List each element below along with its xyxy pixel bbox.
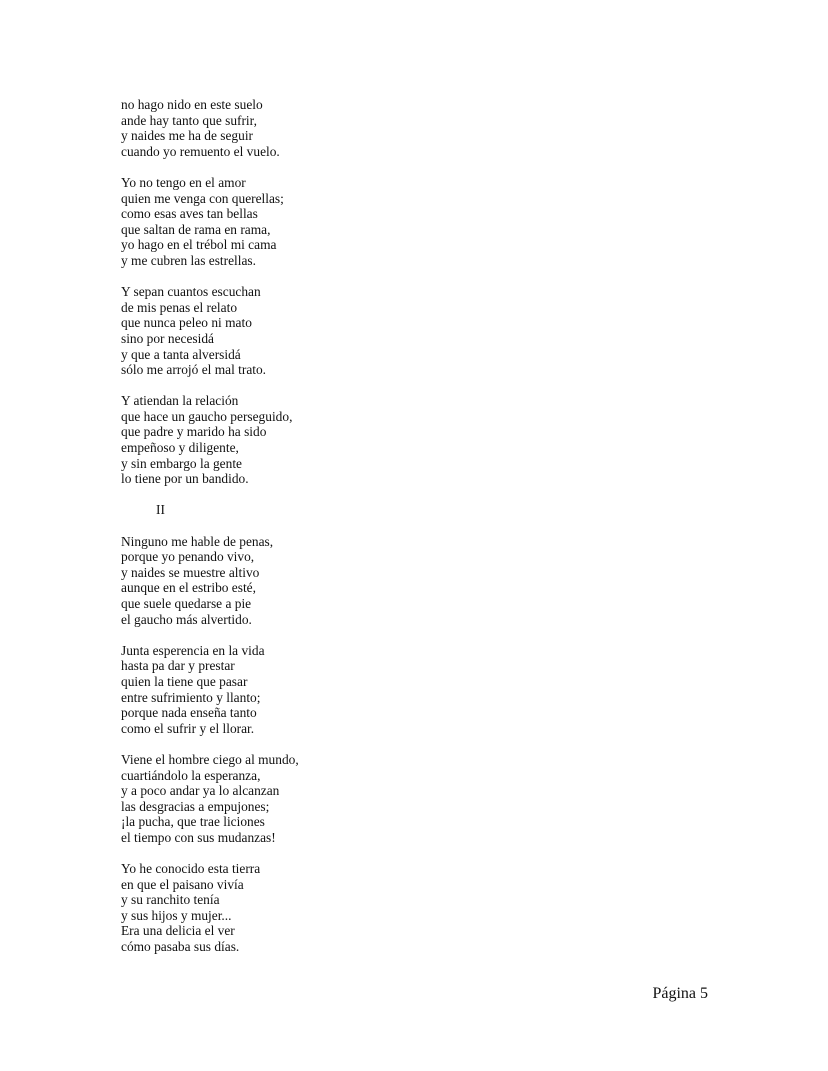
verse-line: Viene el hombre ciego al mundo, (121, 751, 299, 767)
verse-line: que suele quedarse a pie (121, 596, 252, 611)
stanza (121, 175, 721, 269)
verse-line: cuando yo remuento el vuelo. (121, 143, 280, 159)
verse-line: como el sufrir y el llorar. (121, 720, 255, 736)
verse-line: Y atiendan la relación (121, 393, 239, 409)
verse-line: quien la tiene que pasar (121, 673, 248, 689)
verse-line: ande hay tanto que sufrir, (121, 112, 257, 128)
verse-line: Yo he conocido esta tierra (121, 861, 261, 877)
verse-line: no hago nido en este suelo (121, 97, 263, 112)
verse-line: y naides se muestre altivo (121, 564, 260, 580)
verse-line: quien me venga con querellas; (121, 190, 284, 206)
verse-line: lo tiene por un bandido. (121, 471, 249, 487)
verse-line: y sin embargo la gente (121, 455, 242, 471)
verse-line: de mis penas el relato (121, 299, 238, 315)
verse-line: en que el paisano vivía (121, 876, 244, 892)
stanza (121, 752, 721, 846)
verse-line: ¡la pucha, que trae liciones (121, 814, 265, 830)
verse-line: y sus hijos y mujer... (121, 907, 232, 923)
verse-line: el gaucho más alvertido. (121, 611, 252, 627)
verse-line: empeñoso y diligente, (121, 440, 239, 456)
stanza-group-after (121, 534, 721, 955)
verse-line: sólo me arrojó el mal trato. (121, 362, 267, 378)
page-number: Página 5 (652, 985, 708, 1002)
verse-line: y me cubren las estrellas. (121, 252, 256, 268)
verse-line: sino por necesidá (121, 330, 214, 346)
verse-line: que hace un gaucho perseguido, (121, 408, 293, 424)
stanza (121, 643, 721, 737)
verse-line: el tiempo con sus mudanzas! (121, 829, 276, 845)
verse-line: y su ranchito tenía (121, 892, 220, 908)
verse-line: Junta esperencia en la vida (121, 642, 265, 658)
section-heading: II (156, 502, 165, 518)
verse-line: Ninguno me hable de penas, (121, 533, 274, 549)
verse-line: y que a tanta alversidá (121, 346, 241, 362)
stanza (121, 393, 721, 487)
verse-line: porque nada enseña tanto (121, 705, 257, 721)
stanza (121, 534, 721, 628)
stanza (121, 861, 721, 955)
verse-line: y a poco andar ya lo alcanzan (121, 783, 280, 799)
stanza-group-before (121, 97, 721, 487)
verse-line: y naides me ha de seguir (121, 128, 254, 144)
verse-line: que padre y marido ha sido (121, 424, 267, 440)
verse-line: como esas aves tan bellas (121, 206, 258, 222)
verse-line: Y sepan cuantos escuchan (121, 284, 261, 300)
verse-line: cuartiándolo la esperanza, (121, 767, 261, 783)
verse-line: que nunca peleo ni mato (121, 315, 252, 331)
verse-line: aunque en el estribo esté, (121, 580, 256, 596)
verse-line: entre sufrimiento y llanto; (121, 689, 261, 705)
verse-line: cómo pasaba sus días. (121, 939, 240, 955)
poem-body (121, 97, 721, 970)
verse-line: porque yo penando vivo, (121, 549, 255, 565)
verse-line: yo hago en el trébol mi cama (121, 237, 277, 253)
verse-line: Yo no tengo en el amor (121, 174, 246, 190)
verse-line: las desgracias a empujones; (121, 798, 270, 814)
verse-line: Era una delicia el ver (121, 923, 235, 939)
verse-line: que saltan de rama en rama, (121, 221, 271, 237)
verse-line: hasta pa dar y prestar (121, 658, 235, 674)
stanza (121, 97, 721, 159)
stanza (121, 284, 721, 378)
